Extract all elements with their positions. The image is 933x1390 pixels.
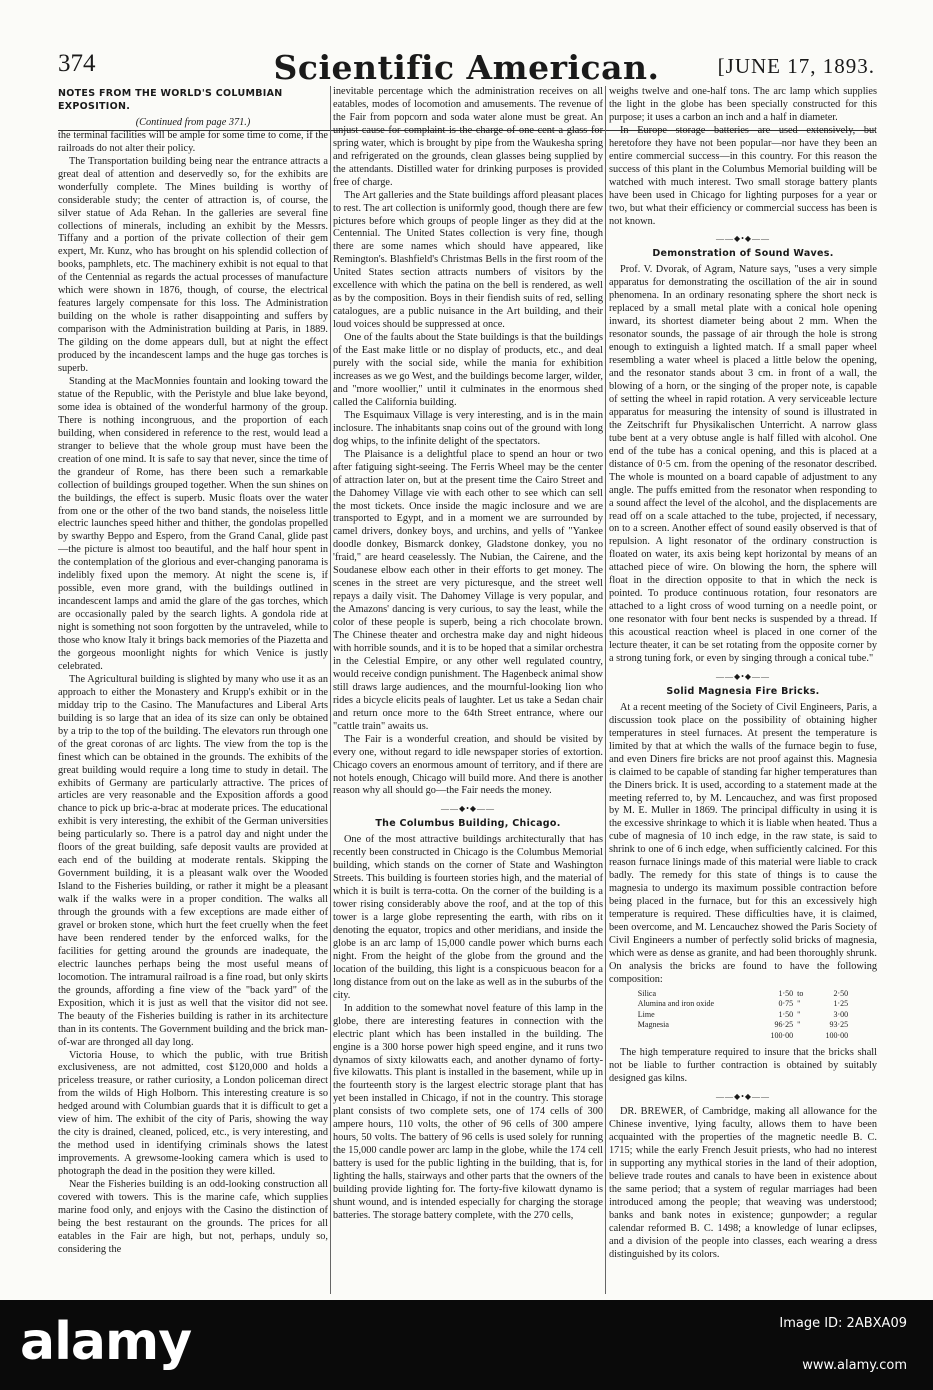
watermark-banner [0,1300,933,1390]
column-divider [605,86,606,1294]
column-divider [330,86,331,1294]
table-cell: Silica [637,988,657,998]
paragraph: DR. BREWER, of Cambridge, making all allowance for the Chinese inventive, lying faculty, allows them to have been acquainted with the properties of the magnetic needle B. C. 1715; while the early French Jesuit priests, who had no interest in supporting any mythical stories in the land of their adoption, believe trade routes and canals to have been in existence about the same period; that a system of regular marriages had been introduced among the people; that weaving was understood; banks and bank notes in existence; gunpowder; a regular calendar reformed B. C. 1498; a knowledge of lunar eclipses, and a division of the people into classes, each wearing a dress distinguished by its colors. [609,1106,877,1260]
table-cell: " [797,999,801,1009]
table-cell: 93·25 [829,1020,849,1030]
table-cell: " [797,1009,801,1019]
table-cell: 0·75 [778,999,794,1009]
table-row [636,999,850,1010]
paragraph: Near the Fisheries building is an odd-looking construction all covered with towers. This is the marine cafe, which supplies marine food only, and enjoys with the Casino the distinction of being the best restaurant on the grounds. The prices for all eatables in the Fair are high, but not, perhaps, unduly so, considering the [58,1179,328,1255]
paragraph: The Fair is a wonderful creation, and should be visited by every one, without regard to idle newspaper stories of extortion. Chicago covers an enormous amount of territory, and if there are not hotels enough, Chicago will build more. And there is another reason why all should go—the Fair needs the money. [333,733,603,797]
paragraph: The Art galleries and the State buildings afford pleasant places to rest. The art collection is uniformly good, though there are few pictures before which groups of people linger as they did at the Centennial. The United States collection is very fine, though there are some names which should have appeared, like Remington's. Blashfield's Christmas Bells in the first room of the United States section attracts numbers of visitors by the excellence with which the patina on the bell is rendered, as well as by the composition. Boys in their fiendish suits of red, selling catalogues, are a public nuisance in the Art building, and their loud voices should be suppressed at once. [333,189,603,331]
paragraph: inevitable percentage which the administration receives on all eatables, modes of locomotion and amusements. The revenue of the Fair from popcorn and soda water alone must be great. An unjust cause for complaint is the charge of one cent a glass for spring water, which is brought by pipe from the Waukesha spring and refrigerated on the grounds, clean glasses being supplied by the attendants. Distilled water for drinking purposes is provided free of charge. [333,86,603,188]
table-cell: 100·00 [770,1030,794,1040]
table-row [636,989,850,1000]
table-row [636,1020,850,1031]
site-url: www.alamy.com [802,1358,907,1373]
paragraph: One of the most attractive buildings architecturally that has recently been constructed in Chicago is the Columbus Memorial building, which stands on the corner of State and Washington Streets. This building is fourteen stories high, and the material of which it is built is terra-cotta. On the corner of the building is a tower rising considerably above the roof, and at the top of this tower is a large globe representing the earth, with ribs on it denoting the equator, tropics and other meridians, and inside the globe is an arc lamp of 15,000 candle power which burns each night. From the height of the globe from the ground and the location of the building, this light is a conspicuous beacon for a long distance from out on the lake as well as in the suburbs of the city. [333,834,603,1001]
paragraph: The Esquimaux Village is very interesting, and is in the main inclosure. The inhabitants snap coins out of the ground with long dog whips, to the infinite delight of the spectators. [333,409,603,447]
table-cell: 100·00 [825,1030,849,1040]
table-cell [636,1031,756,1042]
table-cell: Magnesia [637,1020,669,1030]
paragraph: In Europe storage batteries are used extensively, but heretofore they have not been popular—nor have they been an entire commercial success—in this country. For this reason the success of this plant in the Columbus Memorial building will be watched with much interest. Two small storage battery plants have been used in Chicago for lighting purposes for a year or two, but what their efficiency or commercial success has been is not known. [609,124,877,227]
article-heading: Solid Magnesia Fire Bricks. [666,685,820,697]
section-ornament: ——◆•◆—— [715,671,771,681]
section-ornament: ——◆•◆—— [440,804,496,814]
column-1 [58,86,328,1294]
paragraph: Victoria House, to which the public, with true British exclusiveness, are not admitted, cost $120,000 and holds a priceless treasure, or rather curiosity, a London policeman direct from the wilds of High Holborn. This interesting creature is so hedged around with Columbian guards that it is difficult to get a view of him. The exhibit of the city of Paris, showing the way the city is drained, cleaned, policed, etc., is very interesting, and the method used in identifying criminals shows the latest improvements. A grewsome-looking camera which is used to photograph the dead in the position they were killed. [58,1049,328,1178]
table-cell: to [797,988,804,998]
table-row [636,1031,850,1042]
article-heading: The Columbus Building, Chicago. [375,818,561,830]
paragraph: The Transportation building being near the entrance attracts a great deal of attention and deservedly so, for the exhibits are wonderfully complete. The Mines building is worthy of considerable study; the center of attraction is, of course, the silver statue of Ada Rehan. In the galleries are several fine collections of minerals, including an exhibit by the Messrs. Tiffany and a portion of the private collection of their gem expert, Mr. Kunz, who has brought on his splendid collection of books, pamphlets, etc. The machinery exhibit is not equal to that of the Centennial as regards the actual processes of manufacture which were shown in 1876, though, of course, the electrical features largely compensate for this loss. The Administration building on the whole is rather disappointing and suffers by comparison with the Administration building at Paris, in 1889. The gilding on the dome appears dull, but at night the effect produced by the incandescent lamps and the huge gas torches is superb. [58,155,328,375]
paragraph: One of the faults about the State buildings is that the buildings of the East make little or no display of products, etc., and deal purely with the social side, while the mania for exhibition increases as we go West, and the buildings become larger, wilder, and "more woollier," until it culminates in the enormous shed called the California building. [333,332,603,408]
article-heading: NOTES FROM THE WORLD'S COLUMBIAN EXPOSITION. [58,88,283,112]
image-id-label: Image ID: 2ABXA09 [779,1316,907,1331]
paragraph: Standing at the MacMonnies fountain and looking toward the statue of the Republic, with the Peristyle and blue lake beyond, some idea is obtained of the wonderful harmony of the group. There is nothing incongruous, and the proportion of each building, when considered in reference to the rest, would lead a stranger to believe that the whole group must have been the creation of one mind. It is safe to say that never, since the time of the grandeur of Rome, has there been such a remarkable collection of buildings grouped together. When the sun shines on the buildings, the effect is superb. Music floats over the water from one or the other of the two band stands, the noiseless little electric launches speed hither and thither, the gondolas propelled by swarthy Beppo and Espero, from the Grand Canal, glide past—the picture is almost too beautiful, and the half hour spent in the contemplation of the glorious and ever-changing panorama is indelibly fixed upon the memory. At night the scene is, if possible, even more grand, with the buildings outlined in incandescent lamps and amid the glare of the gas torches, which are occasionally paled by the search lights. A gondola ride at night is something not soon forgotten by the untraveled, while to those who know Italy it brings back memories of the Piazetta and the gorgeous moonlight nights for which Venice is justly celebrated. [58,375,328,672]
alamy-logo: alamy [20,1312,192,1372]
paragraph: In addition to the somewhat novel feature of this lamp in the globe, there are interesting features in connection with the electric plant which has been installed in the building. The engine is a 300 horse power high speed engine, and it runs two dynamos of sixty kilowatts each, and another dynamo of forty-five kilowatts. This plant is installed in the basement, while up in the fourteenth story is the largest electric storage plant that has yet been installed in Chicago, if not in the country. This storage plant consists of two complete sets, one of 174 cells of 300 ampere hours, 110 volts, the other of 96 cells of 300 ampere hours, 50 volts. The battery of 96 cells is used solely for running the 15,000 candle power arc lamp in the globe, while the 174 cell battery is used for the public lighting in the building, that is, for lighting the halls, stairways and other parts that the owners of the building provide lighting for. The forty-five kilowatt dynamo is shunt wound, and is intended especially for charging the storage batteries. The storage battery complete, with the 270 cells, [333,1002,603,1221]
table-row [636,1010,850,1021]
table-cell [795,1031,810,1042]
paragraph: The Agricultural building is slighted by many who use it as an approach to either the Monastery and Krupp's exhibit or in the midday trip to the Casino. The Manufactures and Liberal Arts building is so large that an idea of its size can only be obtained by a trip to the top of the building. The elevators run through one of the great coronas of arc lights. The view from the top is the finest which can be obtained in the grounds. The exhibits of the great building would require a long time to study in detail. The exhibits of Germany are particularly attractive. The prices of articles are very reasonable and the Exposition affords a good chance to pick up bric-a-brac at moderate prices. The educational exhibit is very interesting, the exhibit of the German universities being particularly so. There is a patrol day and night under the floors of the great building, safe deposit vaults are provided at each end of the building at moderate rentals. Skipping the Government building, it is a pleasant walk over the Wooded Island to the Fisheries building, or rather it might be a pleasant walk if the walks were in a proper condition. The walks all through the grounds with a few exceptions are made either of gravel or broken stone, which hurt the feet cruelly when the feet have been rendered tender by the enforced walks, for the facilities for getting around the grounds are inadequate, the electric launches perhaps being the most useful means of locomotion. The intramural railroad is a fine road, but only skirts the grounds, affording a fine view of the "back yard" of the Exposition, which it is just as well that the visitor did not see. The beauty of the Fisheries building is rather in its architecture than in its contents. The Government building and the brick man-of-war are thronged all day long. [58,673,328,1048]
article-heading: Demonstration of Sound Waves. [652,248,834,260]
table-cell: 3·00 [833,1009,849,1019]
paragraph: Prof. V. Dvorak, of Agram, Nature says, "uses a very simple apparatus for demonstrating the oscillation of the air in sound phenomena. In an ordinary resonating sphere the short neck is replaced by a small metal plate with a conical hole opening inward, its shortest diameter being about 2 mm. When the resonator sounds, the passage of air through the hole is strong enough to extinguish a lighted match. If a small paper wheel resembling a water wheel is placed a little below the opening, and the resonator stands about 3 cm. in front of a wall, the blowing of a horn, or the singing of the proper note, is capable of setting the wheel in rapid rotation. A very serviceable lecture apparatus for measuring the intensity of sound is illustrated in the Zeitschrift fur Physikalischen Unterricht. A narrow glass tube bent at a very obtuse angle is half filled with alcohol. One end of the tube has a conical opening, and this is placed at a distance of 0·5 cm. from the opening of the resonator described. The whole is mounted on a board capable of adjustment to any angle. The puffs emitted from the resonator when responding to a sound affect the level of the alcohol, and the displacements are read off on a scale attached to the tube, projected, if necessary, on to a screen. Another effect of sound easily observed is that of repulsion. A light resonator of the ordinary construction is floated on water, its axis being kept horizontal by means of an attached piece of wire. On blowing the horn, the sphere will float in the direction opposite to that in which the neck is pointed. To produce continuous rotation, four resonators are attached to a light cross of wood turning on a needle point, or one resonator with four bent necks is suspended by a thread. If this acoustical reaction wheel is placed in one corner of the lecture theater, it can be set rotating from the opposite corner by a strong tuning fork, or even by singing through a conical tube." [609,264,877,664]
table-cell: 2·50 [833,988,849,998]
column-3 [609,86,877,1294]
composition-table [636,989,850,1042]
paragraph: the terminal facilities will be ample for some time to come, if the railroads do not alter their policy. [58,129,328,154]
paragraph: The high temperature required to insure that the bricks shall not be liable to further contraction is obtained by suitably designed gas kilns. [609,1047,877,1085]
table-cell: Alumina and iron oxide [637,999,715,1009]
table-cell: 96·25 [774,1020,794,1030]
section-ornament: ——◆•◆—— [715,234,771,244]
masthead: Scientific American. [273,48,660,87]
table-cell: 1·50 [778,988,794,998]
table-cell: " [797,1020,801,1030]
page-number: 374 [58,50,96,77]
continued-note: (Continued from page 371.) [135,116,251,128]
paragraph: At a recent meeting of the Society of Civil Engineers, Paris, a discussion took place on the possibility of obtaining higher temperatures in steel furnaces. At present the temperature is limited by that at which the walls of the furnace begin to fuse, and even Diners fire bricks are not proof against this. Magnesia is claimed to be capable of standing far higher temperatures than the Diners brick. It is used, according to a statement made at the meeting referred to, by M. Lencauchez, and was first proposed by M. E. Muller in 1869. The principal difficulty in using it is the excessive shrinkage to which it is liable when heated. Thus a cube of magnesia of 10 inch edge, in the raw state, is said to shrink to one of 6 inch edge, when sufficiently calcined. For this reason furnace linings made of this material were liable to crack badly. The remedy for this state of things is to cause the magnesia to undergo its maximum possible contraction before being placed in the furnace, but for this an excessively high temperature is required. These difficulties have, it is claimed, been overcome, and M. Lencauchez showed the Paris Society of Civil Engineers a number of perfectly solid bricks of magnesia, which were as dense as granite, and had been thoroughly shrunk. On analysis the bricks are found to have the following composition: [609,701,877,985]
issue-date: [JUNE 17, 1893. [717,54,875,78]
table-cell: 1·50 [778,1009,794,1019]
table-cell: 1·25 [833,999,849,1009]
table-cell: Lime [637,1009,655,1019]
section-ornament: ——◆•◆—— [715,1092,771,1102]
column-2 [333,86,603,1294]
paragraph: The Plaisance is a delightful place to spend an hour or two after fatiguing sight-seeing. The Ferris Wheel may be the center of attraction later on, but at the present time the Cairo Street and the Dahomey Village vie with each other to see which can sell the most tickets. Once inside the magic inclosure and we are transported to Egypt, and in a moment we are surrounded by camel drivers, donkey boys, and urchins, and yells of "Yankee doodle donkey, Bismarck donkey, Gladstone donkey, you no 'fraid," are heard ceaselessly. The Nubian, the Cairene, and the Soudanese elbow each other in their efforts to get money. The scenes in the street are very picturesque, and the street well repays a daily visit. The Dahomey Village is very popular, and the Amazons' dancing is very curious, to say the least, while the color of these people is superb, being a rich chocolate brown. The Chinese theater and orchestra make day and night hideous with horrible sounds, and it is to be hoped that a similar orchestra in the Celestial Empire, or any other well regulated country, would receive condign punishment. The Hagenbeck animal show still draws large audiences, and the mournful-looking lion who rides a bicycle elicits peals of laughter. Let us take a Sedan chair and return once more to the 64th Street entrance, where our "cattle train" awaits us. [333,448,603,732]
paragraph: weighs twelve and one-half tons. The arc lamp which supplies the light in the globe has been specially constructed for this purpose; it uses a carbon an inch and a half in diameter. [609,86,877,123]
